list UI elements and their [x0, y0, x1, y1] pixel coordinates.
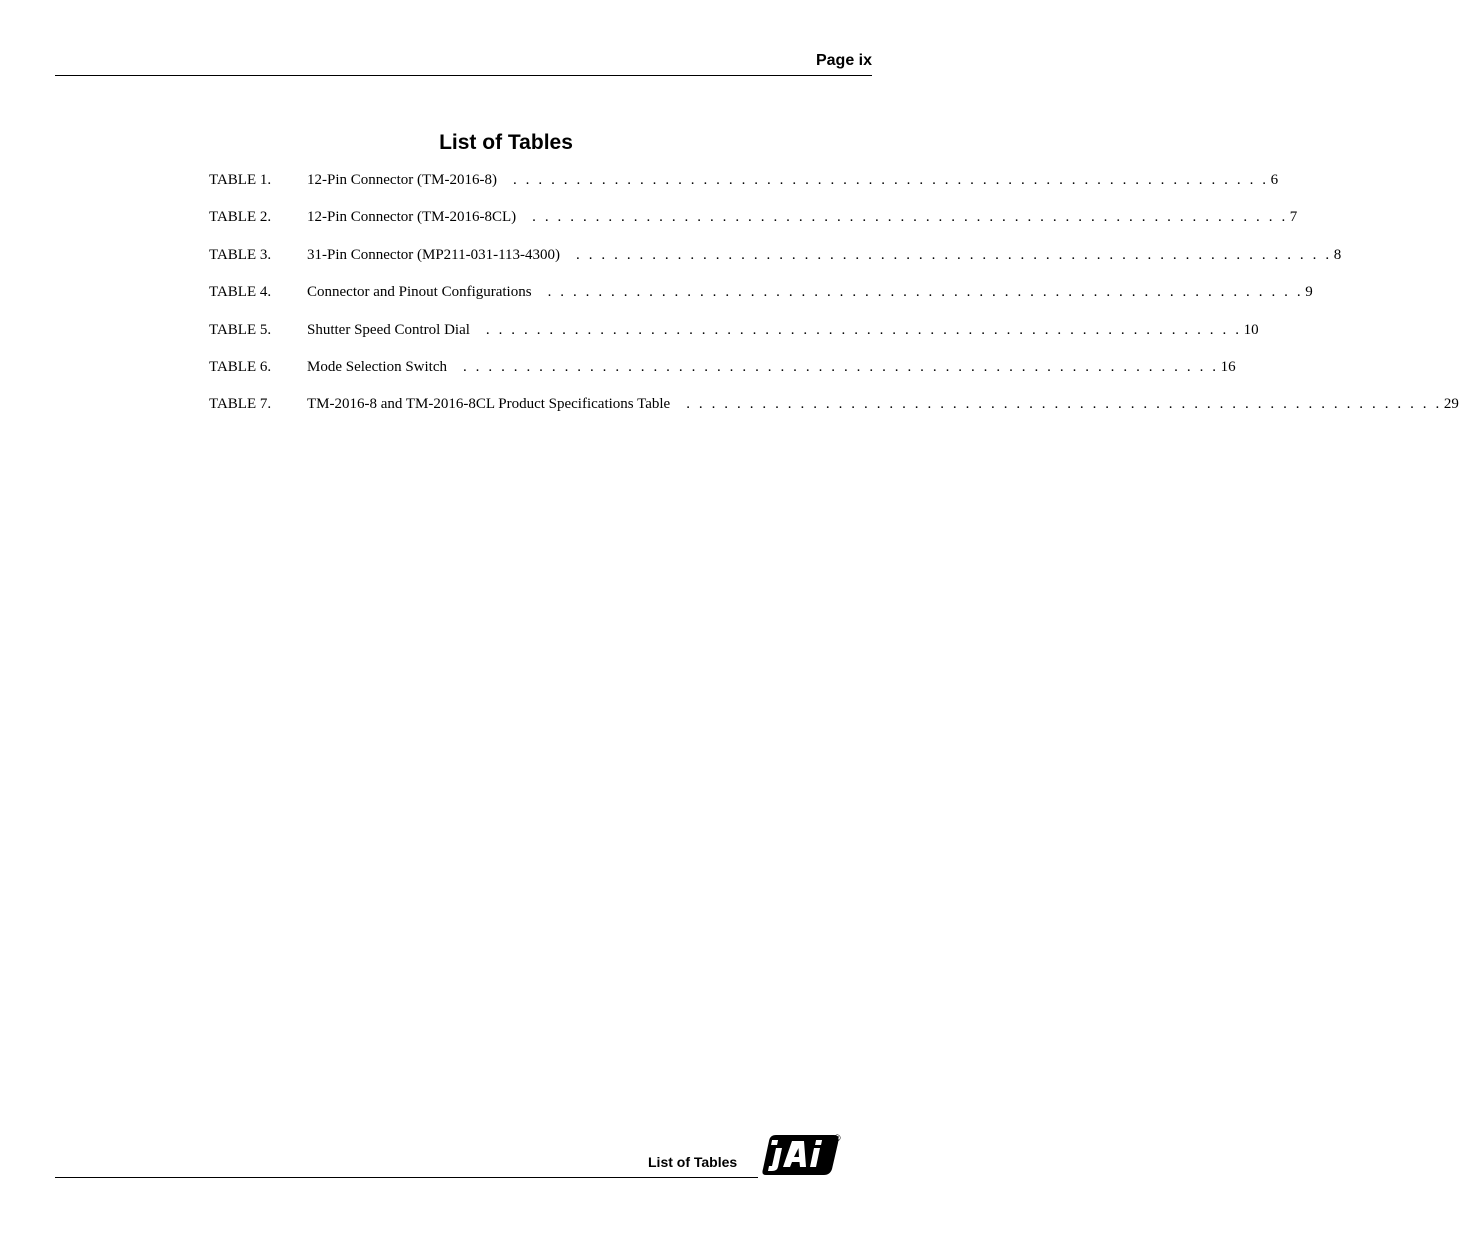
dot-leader: . . . . . . . . . . . . . . . . . . . . . . . . . . . . . . . . . . . . . . . . . . . . . . . . . . . . . . . . . . . .: [532, 209, 1288, 226]
toc-entry-1[interactable]: [209, 172, 1279, 209]
toc-entry-5[interactable]: [209, 321, 1259, 359]
table-of-contents: [209, 172, 1459, 434]
footer-rule: [55, 1177, 758, 1178]
toc-entry-page: 8: [1333, 246, 1342, 263]
toc-entry-title: 12-Pin Connector (TM-2016-8): [307, 172, 497, 188]
toc-entry-title: Mode Selection Switch: [307, 358, 447, 375]
toc-entry-page: 9: [1305, 284, 1313, 301]
toc-entry-number: TABLE 5.: [209, 321, 272, 338]
toc-entry-number: TABLE 4.: [209, 284, 272, 301]
jai-logo: [762, 1131, 844, 1179]
dot-leader: . . . . . . . . . . . . . . . . . . . . . . . . . . . . . . . . . . . . . . . . . . . . . . . . . . . . . . . . . . . .: [686, 396, 1442, 413]
toc-entry-title: Connector and Pinout Configurations: [307, 284, 532, 301]
toc-entry-7[interactable]: [209, 396, 1459, 433]
toc-entry-number: TABLE 7.: [209, 396, 272, 413]
toc-entry-4[interactable]: [209, 284, 1313, 321]
toc-entry-page: 7: [1289, 209, 1298, 226]
toc-entry-number: TABLE 6.: [209, 358, 272, 375]
footer-section-label: List of Tables: [648, 1154, 738, 1170]
dot-leader: . . . . . . . . . . . . . . . . . . . . . . . . . . . . . . . . . . . . . . . . . . . . . . . . . . . . . . . . . . . .: [547, 284, 1304, 301]
toc-entry-6[interactable]: [209, 358, 1236, 396]
toc-entry-title: 31-Pin Connector (MP211-031-113-4300): [307, 246, 561, 263]
toc-entry-number: TABLE 1.: [209, 172, 272, 188]
toc-entry-number: TABLE 2.: [209, 209, 272, 226]
toc-entry-page: 29: [1443, 396, 1459, 413]
dot-leader: . . . . . . . . . . . . . . . . . . . . . . . . . . . . . . . . . . . . . . . . . . . . . . . . . . . . . . . . . . . .: [512, 172, 1269, 188]
toc-entry-page: 10: [1243, 321, 1259, 338]
dot-leader: . . . . . . . . . . . . . . . . . . . . . . . . . . . . . . . . . . . . . . . . . . . . . . . . . . . . . . . . . . . .: [462, 358, 1219, 375]
toc-entry-page: 6: [1270, 172, 1279, 188]
dot-leader: . . . . . . . . . . . . . . . . . . . . . . . . . . . . . . . . . . . . . . . . . . . . . . . . . . . . . . . . . . . .: [576, 246, 1332, 263]
toc-entry-2[interactable]: [209, 209, 1298, 246]
toc-entry-page: 16: [1220, 358, 1236, 375]
registered-mark: ®: [834, 1133, 841, 1143]
jai-logo-badge: [762, 1135, 838, 1175]
toc-entry-title: 12-Pin Connector (TM-2016-8CL): [307, 209, 517, 226]
header-rule: [55, 75, 872, 76]
toc-entry-3[interactable]: [209, 246, 1342, 284]
toc-entry-title: TM-2016-8 and TM-2016-8CL Product Specifications Table: [307, 396, 671, 413]
page-title: List of Tables: [439, 131, 573, 154]
page-number: Page ix: [815, 52, 872, 69]
toc-entry-number: TABLE 3.: [209, 246, 272, 263]
toc-entry-title: Shutter Speed Control Dial: [307, 321, 470, 338]
dot-leader: . . . . . . . . . . . . . . . . . . . . . . . . . . . . . . . . . . . . . . . . . . . . . . . . . . . . . . . . . . . .: [485, 321, 1242, 338]
